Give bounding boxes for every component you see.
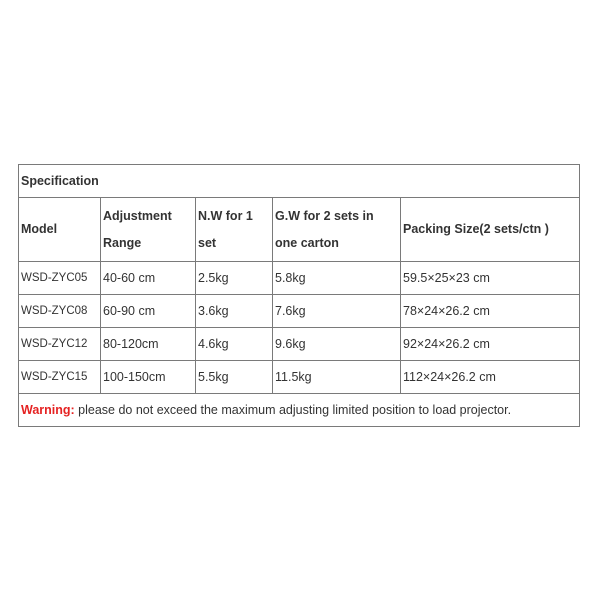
cell-model: WSD-ZYC08	[19, 295, 101, 328]
cell-packing-size: 92×24×26.2 cm	[401, 328, 580, 361]
specification-table	[18, 164, 580, 427]
table-row	[19, 295, 580, 328]
header-gw-line1: G.W for 2 sets in	[275, 208, 374, 223]
header-row	[19, 198, 580, 262]
warning-row	[19, 394, 580, 427]
header-nw-line1: N.W for 1	[198, 208, 253, 223]
cell-gross-weight: 7.6kg	[273, 295, 401, 328]
cell-range: 80-120cm	[101, 328, 196, 361]
warning-text: please do not exceed the maximum adjusting limited position to load projector.	[74, 403, 512, 417]
cell-packing-size: 112×24×26.2 cm	[401, 361, 580, 394]
warning-label: Warning:	[21, 403, 75, 417]
cell-net-weight: 2.5kg	[196, 262, 273, 295]
cell-net-weight: 5.5kg	[196, 361, 273, 394]
cell-model: WSD-ZYC12	[19, 328, 101, 361]
table-title: Specification	[19, 165, 580, 198]
header-gw-line2: one carton	[275, 235, 339, 250]
cell-model: WSD-ZYC05	[19, 262, 101, 295]
header-model: Model	[19, 198, 101, 262]
header-nw-line2: set	[198, 235, 217, 250]
header-adjustment-range	[101, 198, 196, 262]
cell-net-weight: 4.6kg	[196, 328, 273, 361]
title-row	[19, 165, 580, 198]
cell-gross-weight: 11.5kg	[273, 361, 401, 394]
cell-range: 40-60 cm	[101, 262, 196, 295]
cell-model: WSD-ZYC15	[19, 361, 101, 394]
table-row	[19, 328, 580, 361]
cell-packing-size: 78×24×26.2 cm	[401, 295, 580, 328]
cell-gross-weight: 9.6kg	[273, 328, 401, 361]
cell-range: 60-90 cm	[101, 295, 196, 328]
table-row	[19, 361, 580, 394]
cell-range: 100-150cm	[101, 361, 196, 394]
cell-gross-weight: 5.8kg	[273, 262, 401, 295]
header-gross-weight	[273, 198, 401, 262]
header-net-weight	[196, 198, 273, 262]
warning-cell	[19, 394, 580, 427]
table-row	[19, 262, 580, 295]
header-range-line2: Range	[103, 235, 142, 250]
cell-packing-size: 59.5×25×23 cm	[401, 262, 580, 295]
cell-net-weight: 3.6kg	[196, 295, 273, 328]
header-packing-size: Packing Size(2 sets/ctn )	[401, 198, 580, 262]
header-range-line1: Adjustment	[103, 208, 172, 223]
